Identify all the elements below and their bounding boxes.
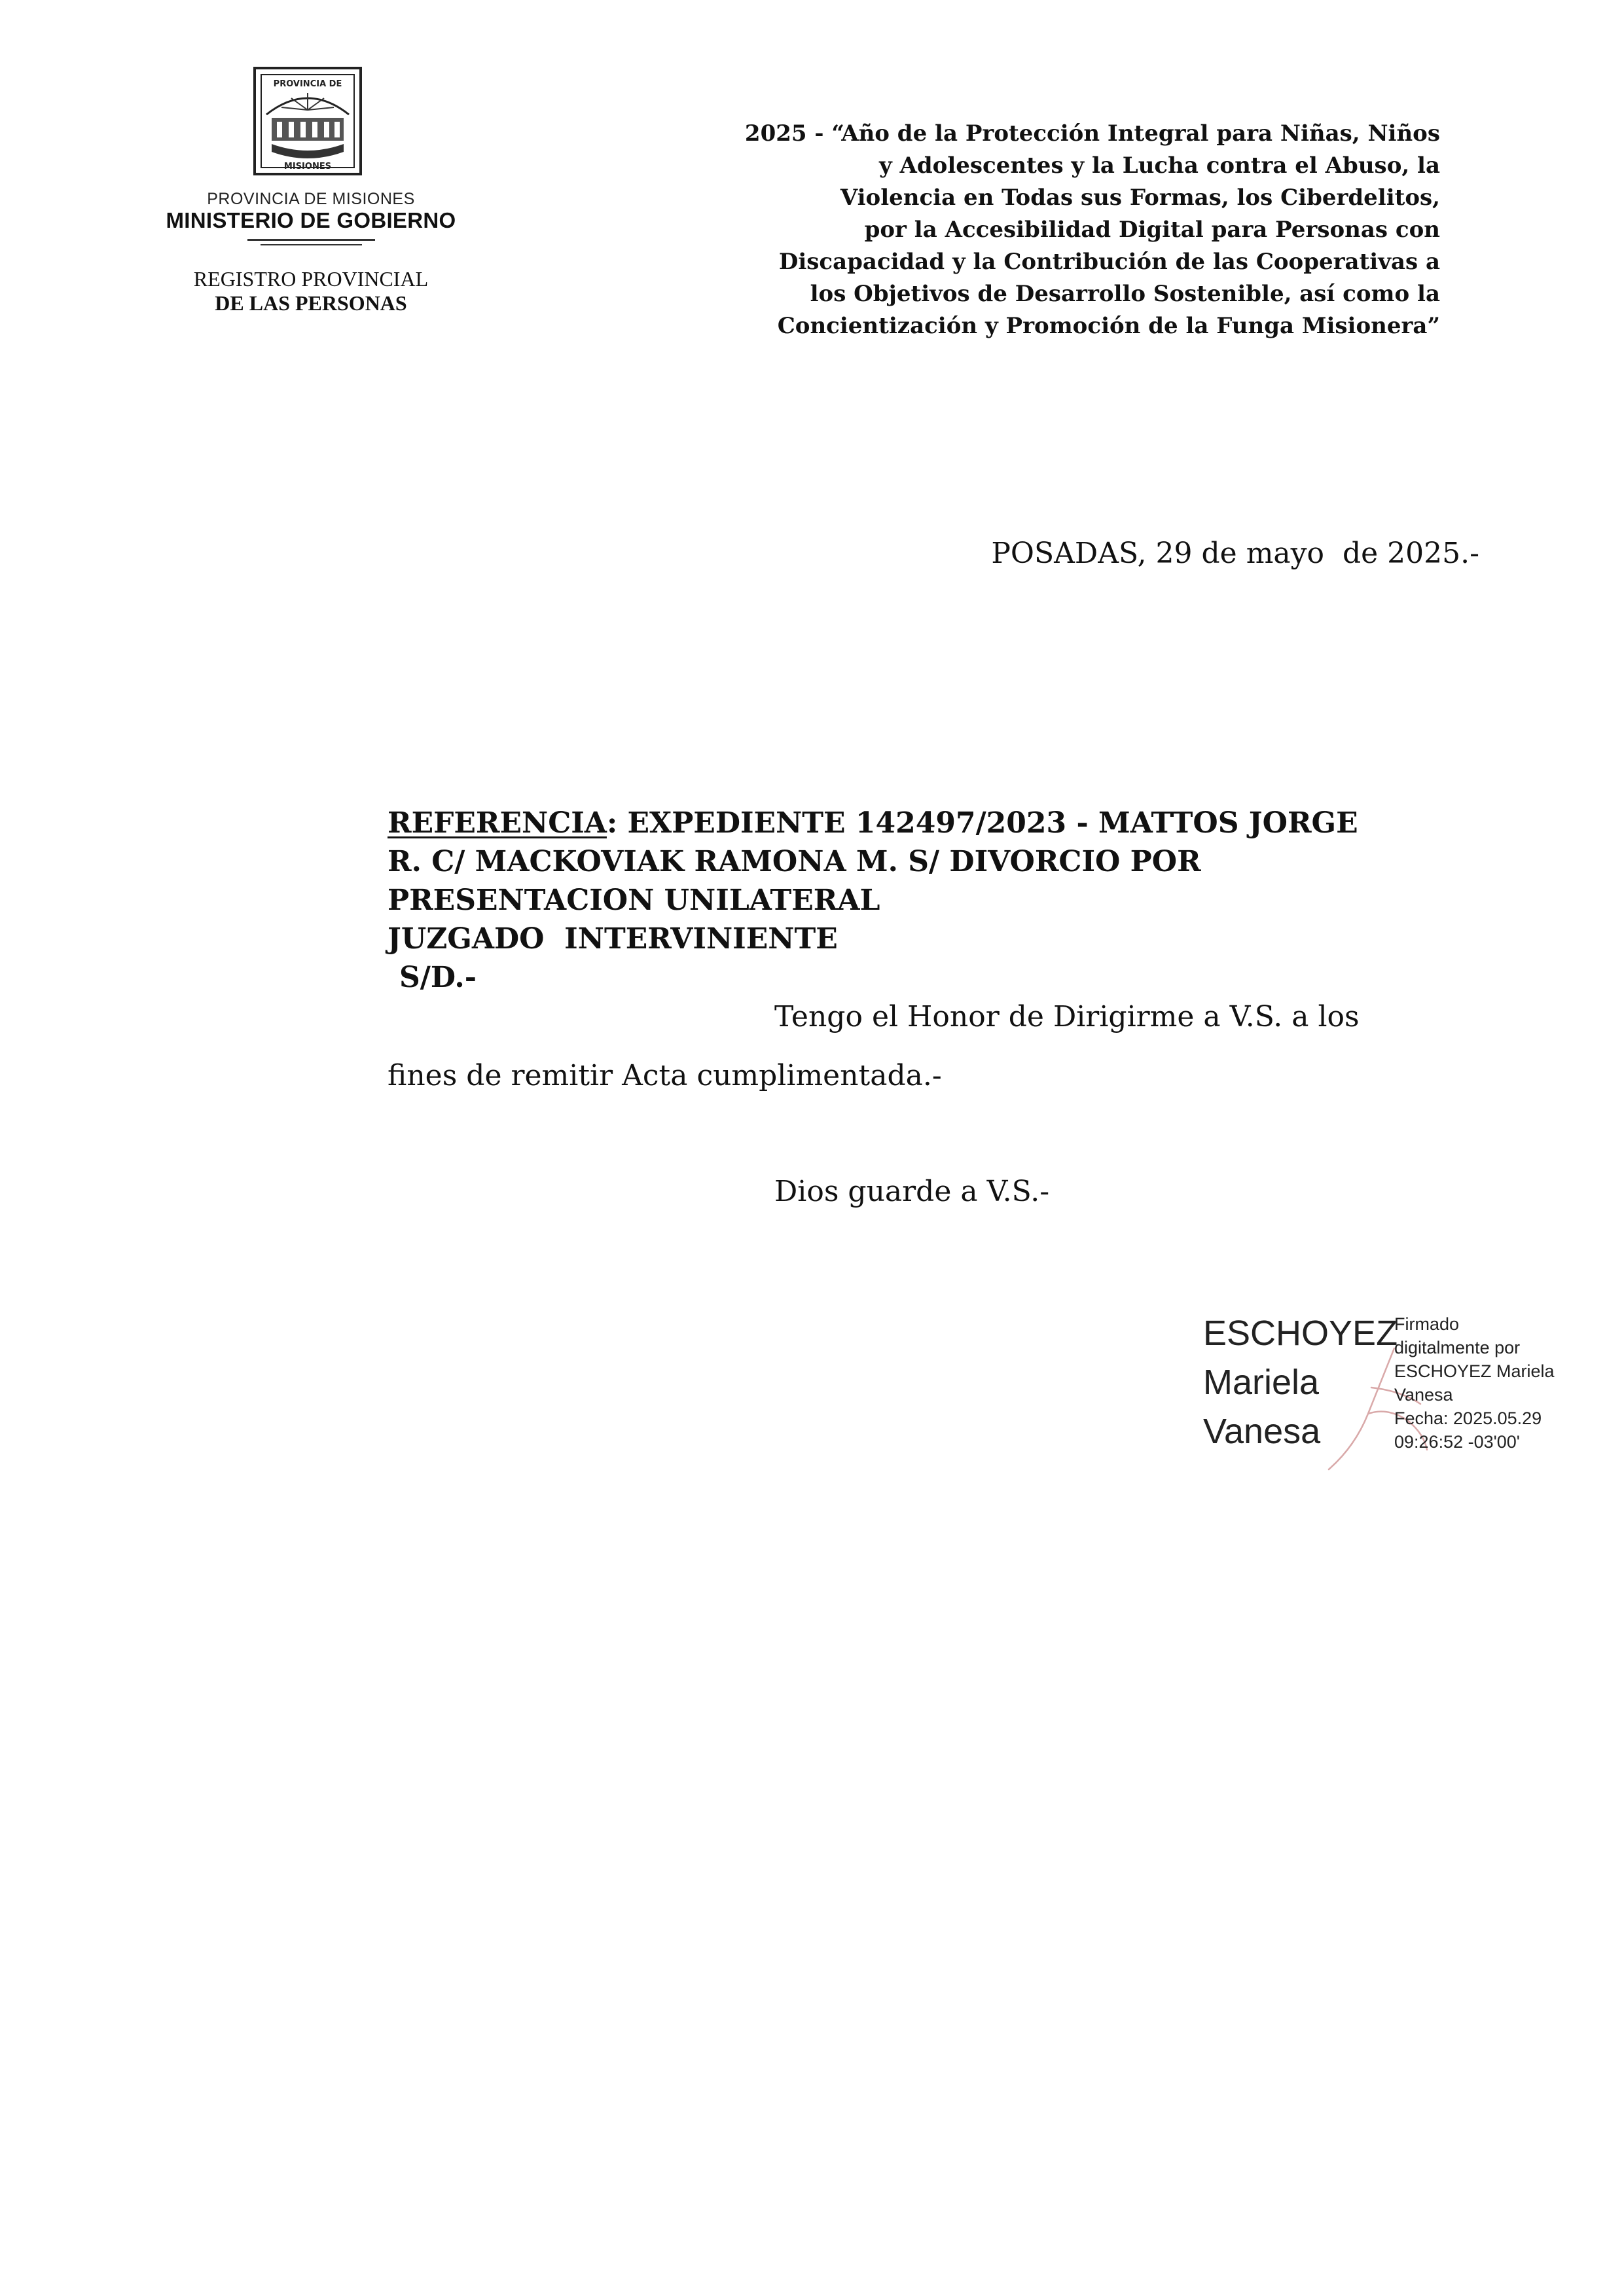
motto-line: Violencia en Todas sus Formas, los Ciberdelitos, xyxy=(840,185,1440,211)
closing-line: Dios guarde a V.S.- xyxy=(774,1175,1050,1208)
ministry-divider xyxy=(247,239,375,241)
registry-line-2a: DE LAS xyxy=(215,291,290,315)
reference-sd: S/D.- xyxy=(399,961,477,994)
seal-text-top: PROVINCIA DE xyxy=(273,79,342,89)
reference-label: REFERENCIA xyxy=(388,806,607,840)
signature-detail-line: Firmado xyxy=(1394,1314,1460,1334)
signature-detail-line: 09:26:52 -03'00' xyxy=(1394,1432,1520,1452)
signature-detail-line: ESCHOYEZ Mariela xyxy=(1394,1361,1555,1381)
motto-line: Concientización y Promoción de la Funga Misionera” xyxy=(777,313,1440,339)
reference-line-3: PRESENTACION UNILATERAL xyxy=(388,884,880,917)
signature-detail-line: digitalmente por xyxy=(1394,1338,1521,1357)
reference-line-2: R. C/ MACKOVIAK RAMONA M. S/ DIVORCIO POR xyxy=(388,845,1201,878)
reference-line-1 xyxy=(388,804,1487,842)
reference-case-number: : EXPEDIENTE 142497/2023 - MATTOS JORGE xyxy=(606,806,1358,840)
body-line-2: fines de remitir Acta cumplimentada.- xyxy=(388,1059,942,1092)
motto-line: y Adolescentes y la Lucha contra el Abuso, la xyxy=(878,152,1440,179)
motto-line: Discapacidad y la Contribución de las Cooperativas a xyxy=(778,249,1440,275)
seal-text-bottom: MISIONES xyxy=(283,162,332,171)
registry-name xyxy=(164,267,458,315)
signer-name-line: Mariela xyxy=(1203,1363,1320,1402)
province-name: PROVINCIA DE MISIONES xyxy=(207,190,415,208)
reference-block xyxy=(388,804,1487,997)
ministry-divider-secondary xyxy=(261,244,362,245)
body-line-1: Tengo el Honor de Dirigirme a V.S. a los xyxy=(774,1000,1360,1033)
registry-line-2b: PERSONAS xyxy=(295,291,407,315)
motto-line: 2025 - “Año de la Protección Integral para Niñas, Niños xyxy=(744,120,1440,147)
document-date: POSADAS, 29 de mayo de 2025.- xyxy=(991,537,1479,570)
provincia-de-misiones-seal-icon xyxy=(252,65,363,177)
reference-court: JUZGADO INTERVINIENTE xyxy=(388,922,838,956)
signature-detail-line: Vanesa xyxy=(1394,1385,1453,1405)
signer-name-line: ESCHOYEZ xyxy=(1203,1314,1398,1353)
motto-line: los Objetivos de Desarrollo Sostenible, así como la xyxy=(810,281,1440,307)
year-motto xyxy=(602,118,1440,342)
registry-line-1: REGISTRO PROVINCIAL xyxy=(193,267,429,291)
signature-detail-line: Fecha: 2025.05.29 xyxy=(1394,1408,1542,1428)
motto-line: por la Accesibilidad Digital para Personas con xyxy=(864,217,1440,243)
registry-line-2 xyxy=(164,291,458,315)
signer-name-line: Vanesa xyxy=(1203,1412,1321,1451)
ministry-name: MINISTERIO DE GOBIERNO xyxy=(166,208,456,232)
signature-details xyxy=(1394,1312,1555,1454)
